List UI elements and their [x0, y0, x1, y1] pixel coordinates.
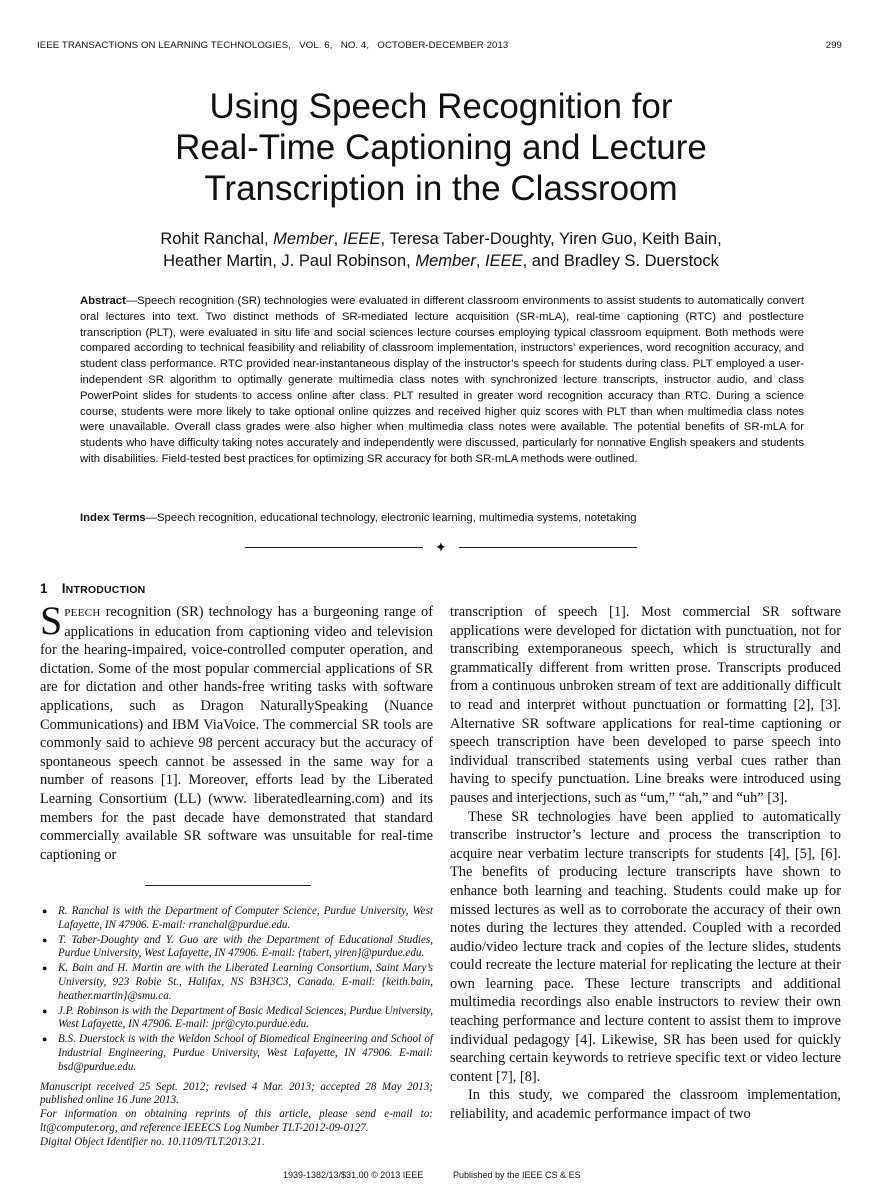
bullet-icon: ● [42, 1005, 48, 1016]
doi: Digital Object Identifier no. 10.1109/TLT.2013.21. [40, 1135, 265, 1148]
footnote-item [40, 1005, 433, 1033]
footnote-text: B.S. Duerstock is with the Weldon School of Biomedical Engineering and School of Industrial Engineering, Purdue University, West Lafayette, IN 47906. E-mail: bsd@purdue.edu. [58, 1033, 433, 1073]
member-label: Member [415, 252, 476, 270]
journal-line: IEEE TRANSACTIONS ON LEARNING TECHNOLOGIES, VOL. 6, NO. 4, OCTOBER-DECEMBER 2013 [37, 40, 509, 51]
body-paragraph: transcription of speech [1]. Most commercial SR software applications were developed for dictation with punctuation, not for transcribing extemporaneous speech, which is structurally and grammatically different from written prose. Transcripts produced from a continuous unbroken stream of text are additionally difficult to read and interpret without punctuation or formatting [2], [3]. Alternative SR software applications for real-time captioning or speech transcription have been developed to parse speech into individual transcribed statements using verbal cues rather than having to specify punctuation. Line breaks were introduced using pauses and interjections, such as “um,” “ah,” and “uh” [3]. [450, 604, 841, 806]
drop-cap: S [40, 598, 63, 643]
index-terms-label: Index Terms [80, 512, 146, 524]
bullet-icon: ● [42, 906, 48, 916]
title-line-3: Transcription in the Classroom [204, 169, 678, 208]
section-title-rest: NTRODUCTION [65, 584, 146, 596]
running-header [37, 40, 842, 51]
footnote-rule [145, 885, 311, 886]
abstract-label: Abstract [80, 295, 126, 307]
ieee-label: IEEE [342, 230, 381, 248]
divider-line-right [459, 547, 637, 548]
footnote-item [40, 1033, 433, 1074]
manuscript-dates: Manuscript received 25 Sept. 2012; revised 4 Mar. 2013; accepted 28 May 2013; published online 16 June 2013. [40, 1080, 433, 1107]
author-list [60, 228, 822, 272]
body-paragraph: In this study, we compared the classroom implementation, reliability, and academic performance impact of two [450, 1087, 841, 1123]
abstract [80, 294, 804, 468]
right-column [450, 603, 841, 1124]
author-line-1 [60, 228, 822, 250]
index-terms-text: —Speech recognition, educational technology, electronic learning, multimedia systems, notetaking [145, 512, 637, 524]
footnote-item [40, 962, 433, 1003]
left-column [40, 598, 433, 864]
index-terms [80, 511, 804, 527]
divider-diamond-icon: ✦ [435, 539, 447, 555]
footnote-item [40, 934, 433, 962]
title-line-1: Using Speech Recognition for [209, 87, 673, 126]
section-divider [245, 539, 637, 555]
footnote-text: T. Taber-Doughty and Y. Guo are with the Department of Educational Studies, Purdue University, West Lafayette, IN 47906. E-mail: {tabert, yiren}@purdue.edu. [58, 933, 433, 960]
reprints-info: For information on obtaining reprints of this article, please send e-mail to: lt@computer.org, and reference IEEECS Log Number TLT-2012-09-0127. [40, 1108, 433, 1134]
bullet-icon: ● [42, 1034, 48, 1045]
footnote-text: R. Ranchal is with the Department of Computer Science, Purdue University, West Lafayette, IN 47906. E-mail: rranchal@purdue.edu. [58, 905, 433, 931]
intro-text: recognition (SR) technology has a burgeoning range of applications in education from captioning video and television for the hearing-impaired, voice-controlled computer operation, and dictation. Some of the most popular commercial applications of SR are for dictation and other hands-free writing tasks with software applications, such as Dragon NaturallySpeaking (Nuance Communications) and IBM ViaVoice. The commercial SR tools are commonly said to achieve 98 percent accuracy but the accuracy of spontaneous speech cannot be assessed in the same way for a number of reasons [1]. Moreover, efforts lead by the Liberated Learning Consortium (LL) (www. liberatedlearning.com) and its members for the past decade have demonstrated that standard commercially available SR software was unsuitable for real-time captioning or [40, 604, 433, 863]
section-title-initial: I [61, 581, 66, 596]
intro-paragraph [40, 598, 433, 864]
divider-line-left [245, 547, 423, 548]
paper-title [60, 86, 822, 209]
body-paragraph: These SR technologies have been applied to automatically transcribe instructor’s lecture and process the transcription to acquire near verbatim lecture transcripts for students [4], [5], [6]. The benefits of producing lecture transcripts have shown to enhance both learning and teaching. Students could make up for missed lectures as well as to corroborate the accuracy of their own notes during the lectures they attended. Coupled with a recorded audio/video lecture track and copies of the lecture slides, students could recreate the lecture material for replicating the lecture at their own learning pace. These lecture transcripts and additional multimedia recordings also enable instructors to review their own teaching performance and lecture content to assist them to improve individual pedagogy [4]. Likewise, SR has been used for quickly searching certain keywords to retrieve specific text or video lecture content [7], [8]. [450, 808, 841, 1085]
lead-word: PEECH [64, 607, 101, 619]
author-separator: , [475, 252, 486, 270]
issn-copyright: 1939-1382/13/$31.00 © 2013 IEEE [283, 1170, 424, 1180]
author-names-4: , and Bradley S. Duerstock [522, 252, 719, 270]
footnote-text: J.P. Robinson is with the Department of Basic Medical Sciences, Purdue University, West Lafayette, IN 47906. E-mail: jpr@cyto.purdue.edu. [58, 1004, 433, 1031]
ieee-label: IEEE [485, 252, 523, 270]
page-number: 299 [825, 40, 842, 51]
section-number: 1 [40, 581, 48, 596]
title-line-2: Real-Time Captioning and Lecture [175, 128, 707, 167]
member-label: Member [273, 230, 334, 248]
abstract-text: —Speech recognition (SR) technologies were evaluated in different classroom environments to assist students to automatically convert oral lectures into text. Two distinct methods of SR-mediated lecture acquisition (SR-mLA), real-time captioning (RTC) and postlecture transcription (PLT), were evaluated in situ life and social sciences lecture courses employing typical classroom equipment. Both methods were compared according to technical feasibility and reliability of classroom implementation, instructors’ experiences, word recognition accuracy, and student class performance. RTC provided near-instantaneous display of the instructor’s speech for students during class. PLT employed a user-independent SR algorithm to optimally generate multimedia class notes with synchronized lecture transcripts, instructor audio, and class PowerPoint slides for students to access online after class. PLT resulted in greater word recognition accuracy than RTC. During a science course, students were more likely to take optional online quizzes and received higher quiz scores with PLT than when multimedia class notes were unavailable. Overall class grades were also higher when multimedia class notes were available. The potential benefits of SR-mLA for students who have difficulty taking notes accurately and independently were discussed, particularly for nonnative English speakers and students with disabilities. Field-tested best practices for optimizing SR accuracy for both SR-mLA methods were outlined. [80, 295, 804, 465]
author-ranchal: Rohit Ranchal, [160, 230, 274, 248]
author-line-2 [60, 250, 822, 272]
publisher-line: Published by the IEEE CS & ES [453, 1170, 581, 1180]
author-separator: , [333, 230, 343, 248]
footnote-item [40, 905, 433, 933]
footnote-text: K. Bain and H. Martin are with the Liberated Learning Consortium, Saint Mary’s University, 923 Robie St., Halifax, NS B3H3C3, Canada. E-mail: {keith.bain, heather.martin}@smu.ca. [58, 962, 433, 1002]
bullet-icon: ● [42, 963, 48, 974]
author-names-2: , Teresa Taber-Doughty, Yiren Guo, Keith Bain, [380, 230, 722, 248]
footnotes [40, 905, 433, 1150]
bullet-icon: ● [42, 934, 48, 945]
author-names-3: Heather Martin, J. Paul Robinson, [163, 252, 416, 270]
manuscript-info [40, 1081, 433, 1150]
section-heading [40, 581, 145, 596]
